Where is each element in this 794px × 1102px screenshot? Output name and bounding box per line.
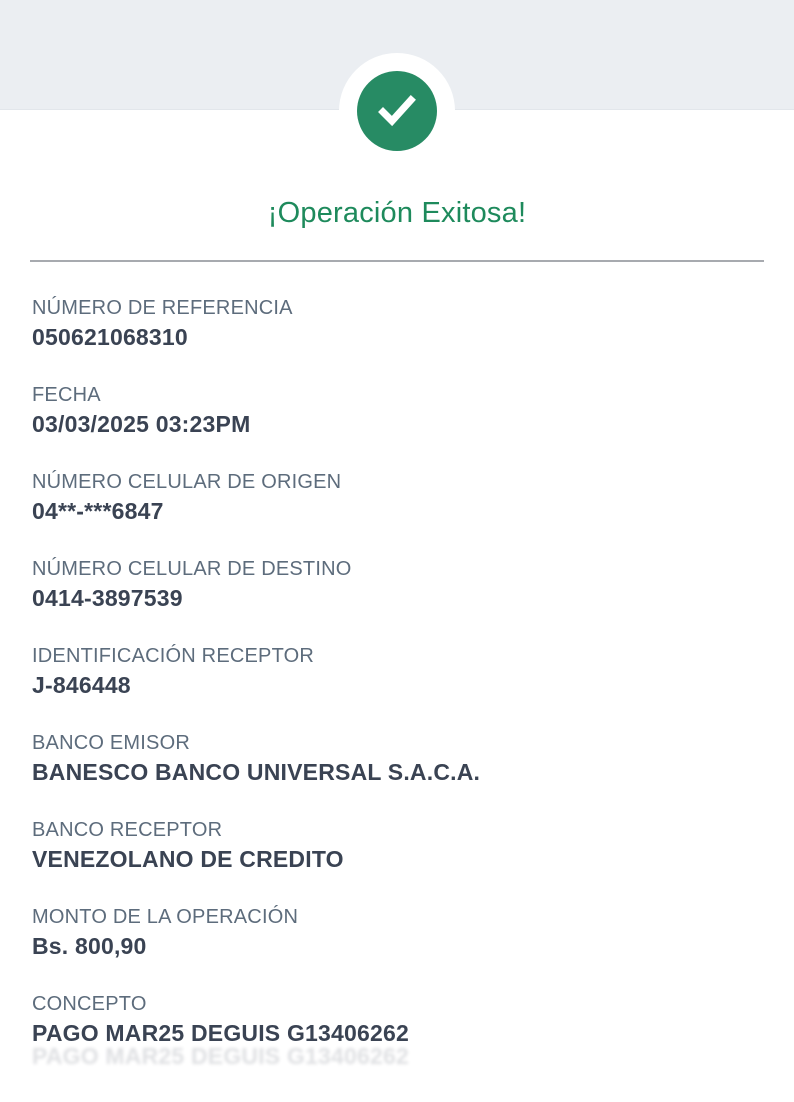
field-label: BANCO EMISOR [32,732,190,754]
field-value: BANESCO BANCO UNIVERSAL S.A.C.A. [32,759,481,785]
field-value: 050621068310 [32,324,188,350]
check-icon [373,87,421,135]
field-label: FECHA [32,384,101,406]
field-value: Bs. 800,90 [32,933,147,959]
field-label: NÚMERO CELULAR DE ORIGEN [32,471,342,493]
field-value: J-846448 [32,672,131,698]
receipt-field [32,383,762,439]
field-value: 0414-3897539 [32,585,183,611]
receipt-field [32,557,762,613]
field-label: MONTO DE LA OPERACIÓN [32,906,299,928]
concepto-ghost-text: PAGO MAR25 DEGUIS G13406262 [32,1043,409,1069]
field-value: 04**-***6847 [32,498,164,524]
field-label: NÚMERO DE REFERENCIA [32,297,293,319]
field-label: BANCO RECEPTOR [32,819,223,841]
field-label: CONCEPTO [32,993,147,1015]
receipt-field [32,731,762,787]
divider [30,260,764,262]
receipt-field [32,905,762,961]
field-value: VENEZOLANO DE CREDITO [32,846,344,872]
receipt-field [32,818,762,874]
receipt-fields [32,296,762,1102]
receipt-field [32,992,762,1071]
receipt-field [32,644,762,700]
page-title: ¡Operación Exitosa! [267,197,527,229]
field-value: 03/03/2025 03:23PM [32,411,251,437]
field-label: IDENTIFICACIÓN RECEPTOR [32,645,315,667]
success-badge [339,53,455,169]
receipt-field [32,470,762,526]
success-badge-circle [357,71,437,151]
receipt-field [32,296,762,352]
field-label: NÚMERO CELULAR DE DESTINO [32,558,352,580]
field-value: PAGO MAR25 DEGUIS G13406262 [32,1020,409,1046]
